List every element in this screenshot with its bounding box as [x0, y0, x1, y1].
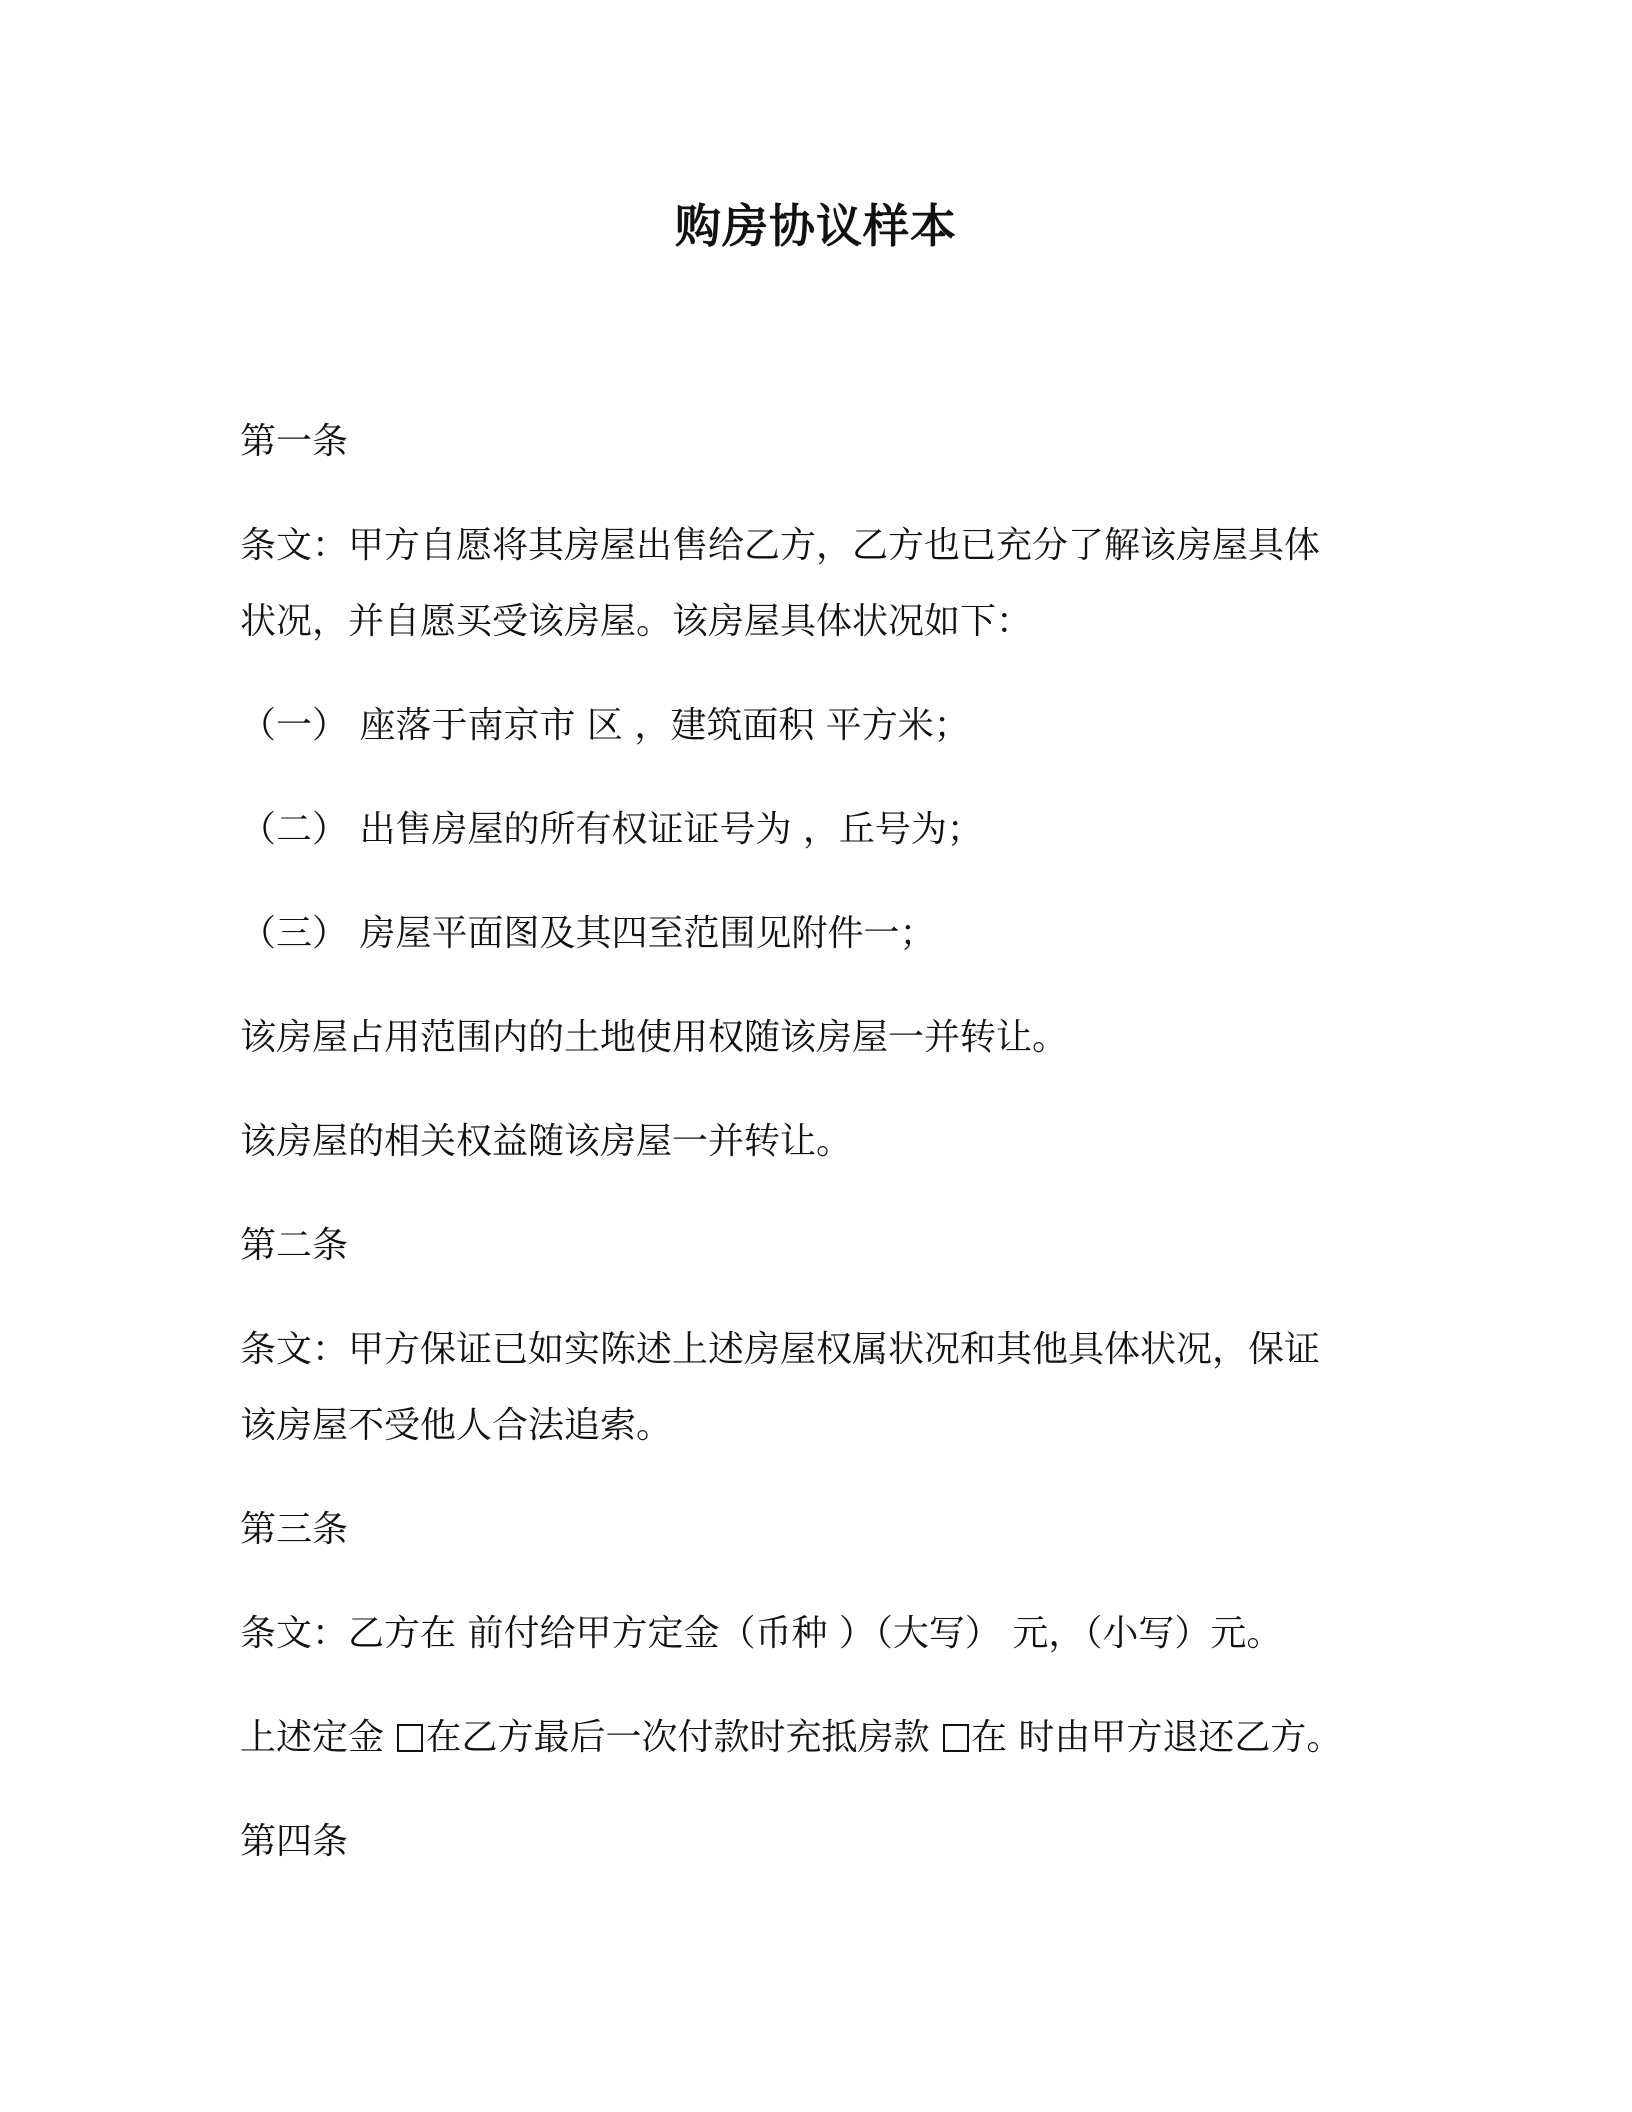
- article-2-text-line-2: 该房屋不受他人合法追索。: [240, 1405, 673, 1446]
- land-transfer-clause: 该房屋占用范围内的土地使用权随该房屋一并转让。: [240, 1017, 1069, 1058]
- article-4-heading: 第四条: [240, 1821, 349, 1862]
- document-title: 购房协议样本: [675, 199, 957, 253]
- article-2-text-line-1: 条文：甲方保证已如实陈述上述房屋权属状况和其他具体状况，保证: [240, 1329, 1321, 1370]
- deposit-option-1-label: 在乙方最后一次付款时充抵房款: [425, 1717, 930, 1758]
- deposit-option-1-checkbox[interactable]: [397, 1724, 423, 1752]
- deposit-prefix: 上述定金: [240, 1717, 385, 1758]
- article-2-heading: 第二条: [240, 1225, 349, 1266]
- article-1-item-2: （二） 出售房屋的所有权证证号为 ，丘号为；: [240, 809, 983, 850]
- article-1-item-1: （一） 座落于南京市 区 ，建筑面积 平方米；: [240, 705, 970, 746]
- deposit-clause: [240, 1716, 1410, 1760]
- article-1-text-line-2: 状况，并自愿买受该房屋。该房屋具体状况如下：: [240, 601, 1033, 642]
- article-3-heading: 第三条: [240, 1509, 349, 1550]
- rights-transfer-clause: 该房屋的相关权益随该房屋一并转让。: [240, 1121, 853, 1162]
- deposit-option-2-checkbox[interactable]: [943, 1724, 969, 1752]
- article-1-item-3: （三） 房屋平面图及其四至范围见附件一；: [240, 913, 936, 954]
- deposit-option-2-label: 在 时由甲方退还乙方。: [970, 1717, 1343, 1758]
- article-1-text-line-1: 条文：甲方自愿将其房屋出售给乙方，乙方也已充分了解该房屋具体: [240, 525, 1321, 566]
- article-3-text-line-1: 条文：乙方在 前付给甲方定金（币种 ）（大写） 元，（小写）元。: [240, 1613, 1283, 1654]
- article-1-heading: 第一条: [240, 421, 349, 462]
